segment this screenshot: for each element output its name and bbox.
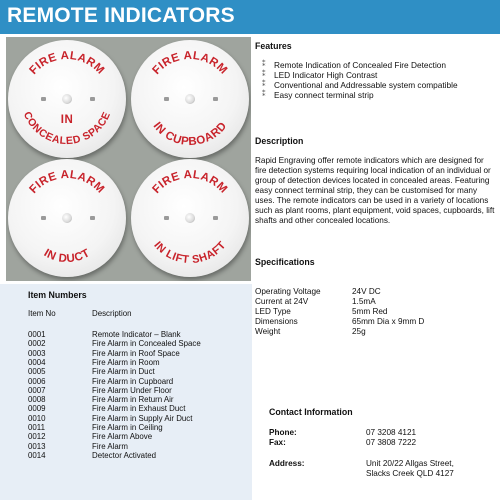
item-desc: Fire Alarm in Cupboard xyxy=(92,376,174,386)
item-desc: Remote Indicator – Blank xyxy=(92,330,181,339)
contact-title: Contact Information xyxy=(269,407,353,417)
feature-item xyxy=(262,90,497,100)
item-no: 0002 xyxy=(28,339,46,349)
spec-label: Current at 24V xyxy=(255,297,309,306)
screw-hole-icon xyxy=(164,216,169,220)
feature-item xyxy=(262,70,497,80)
phone-label: Phone: xyxy=(269,428,297,437)
spec-label: Dimensions xyxy=(255,317,298,326)
item-no: 0008 xyxy=(28,395,46,405)
item-desc: Fire Alarm Above xyxy=(92,432,153,442)
item-desc: Fire Alarm in Exhaust Duct xyxy=(92,404,186,414)
item-no: 0006 xyxy=(28,376,46,386)
led-indicator-icon xyxy=(185,94,195,104)
description-text: Rapid Engraving offer remote indicators which are designed for fire detection systems requiring local indication of an individual or group of detection devices located in concealed areas. Featuring easy connect terminal strip, they can be customised for many uses. The remote indicators can be used in a variety of locations such as plant rooms, plant equipment, void spaces, cupboards, lift shafts and other concealed locations. xyxy=(255,156,495,225)
specifications-title: Specifications xyxy=(255,257,315,267)
table-row xyxy=(28,367,248,376)
screw-hole-icon xyxy=(41,97,46,101)
indicator-disc-lift-shaft xyxy=(131,159,249,277)
spec-value: 65mm Dia x 9mm D xyxy=(352,317,425,326)
item-no-header: Item No xyxy=(28,309,56,318)
features-list xyxy=(262,60,497,100)
address-line-1: Unit 20/22 Allgas Street, xyxy=(366,459,454,468)
item-desc: Fire Alarm in Concealed Space xyxy=(92,339,201,349)
table-row xyxy=(28,432,248,441)
table-row xyxy=(28,404,248,413)
screw-hole-icon xyxy=(90,216,95,220)
item-desc: Fire Alarm in Return Air xyxy=(92,395,174,405)
item-desc: Fire Alarm xyxy=(92,441,128,451)
led-indicator-icon xyxy=(62,94,72,104)
table-row xyxy=(28,414,248,423)
item-desc: Fire Alarm in Room xyxy=(92,357,160,367)
description-header: Description xyxy=(92,309,132,318)
feature-text: Conventional and Addressable system compatible xyxy=(274,80,458,90)
feature-text: Easy connect terminal strip xyxy=(274,90,374,100)
feature-item xyxy=(262,60,497,70)
disc-bottom-text: CONCEALED SPACE xyxy=(20,109,114,148)
spec-label: LED Type xyxy=(255,307,291,316)
disc-top-text: FIRE ALARM xyxy=(27,168,107,196)
bullet-glyph-icon: ⁑ xyxy=(262,61,266,68)
feature-item xyxy=(262,80,497,90)
table-row xyxy=(28,386,248,395)
item-no: 0014 xyxy=(28,450,46,460)
screw-hole-icon xyxy=(213,216,218,220)
table-row xyxy=(28,339,248,348)
page-title: REMOTE INDICATORS xyxy=(7,4,235,27)
item-no: 0004 xyxy=(28,357,46,367)
address-label: Address: xyxy=(269,459,305,468)
spec-label: Weight xyxy=(255,327,281,336)
screw-hole-icon xyxy=(41,216,46,220)
phone-value: 07 3208 4121 xyxy=(366,428,417,437)
item-desc: Fire Alarm Under Floor xyxy=(92,385,172,395)
item-no: 0001 xyxy=(28,330,46,339)
fax-label: Fax: xyxy=(269,438,286,447)
indicator-disc-concealed-space xyxy=(8,40,126,158)
indicator-disc-duct xyxy=(8,159,126,277)
item-no: 0003 xyxy=(28,348,46,358)
item-no: 0007 xyxy=(28,385,46,395)
disc-bottom-text: IN LIFT SHAFT xyxy=(151,239,229,267)
disc-top-text: FIRE ALARM xyxy=(150,168,230,196)
table-row xyxy=(28,423,248,432)
table-row xyxy=(28,349,248,358)
led-indicator-icon xyxy=(185,213,195,223)
feature-text: Remote Indication of Concealed Fire Detection xyxy=(274,60,447,70)
item-numbers-panel xyxy=(0,284,252,500)
item-desc: Fire Alarm in Duct xyxy=(92,367,155,377)
item-no: 0005 xyxy=(28,367,46,377)
address-line-2: Slacks Creek QLD 4127 xyxy=(366,469,454,478)
product-photo xyxy=(6,37,251,281)
spec-value: 25g xyxy=(352,327,366,336)
disc-mid-text: IN xyxy=(60,114,74,126)
disc-top-text: FIRE ALARM xyxy=(150,49,230,77)
screw-hole-icon xyxy=(90,97,95,101)
item-no: 0012 xyxy=(28,432,46,442)
page-header xyxy=(0,0,500,34)
spec-value: 5mm Red xyxy=(352,307,388,316)
item-table-header xyxy=(28,309,248,318)
bullet-glyph-icon: ⁑ xyxy=(262,71,266,78)
table-row xyxy=(28,358,248,367)
features-title: Features xyxy=(255,41,292,51)
table-row xyxy=(28,451,248,460)
item-no: 0009 xyxy=(28,404,46,414)
item-desc: Fire Alarm in Supply Air Duct xyxy=(92,413,193,423)
item-desc: Detector Activated xyxy=(92,450,157,460)
bullet-glyph-icon: ⁑ xyxy=(262,91,266,98)
item-numbers-title: Item Numbers xyxy=(28,290,87,300)
spec-label: Operating Voltage xyxy=(255,287,321,296)
item-desc: Fire Alarm in Roof Space xyxy=(92,348,180,358)
screw-hole-icon xyxy=(164,97,169,101)
indicator-disc-cupboard xyxy=(131,40,249,158)
disc-bottom-text: IN CUPBOARD xyxy=(150,119,230,149)
table-row xyxy=(28,395,248,404)
fax-value: 07 3808 7222 xyxy=(366,438,417,447)
item-no: 0011 xyxy=(28,423,45,432)
bullet-glyph-icon: ⁑ xyxy=(262,81,266,88)
item-no: 0010 xyxy=(28,413,46,423)
spec-value: 24V DC xyxy=(352,287,381,296)
table-row xyxy=(28,377,248,386)
disc-bottom-text: IN DUCT xyxy=(41,247,93,266)
disc-top-text: FIRE ALARM xyxy=(27,49,107,77)
table-row xyxy=(28,330,248,339)
table-row xyxy=(28,442,248,451)
item-desc: Fire Alarm in Ceiling xyxy=(92,423,163,432)
screw-hole-icon xyxy=(213,97,218,101)
spec-value: 1.5mA xyxy=(352,297,376,306)
description-title: Description xyxy=(255,136,304,146)
spec-row xyxy=(255,326,500,337)
feature-text: LED Indicator High Contrast xyxy=(274,70,378,80)
item-no: 0013 xyxy=(28,441,46,451)
led-indicator-icon xyxy=(62,213,72,223)
